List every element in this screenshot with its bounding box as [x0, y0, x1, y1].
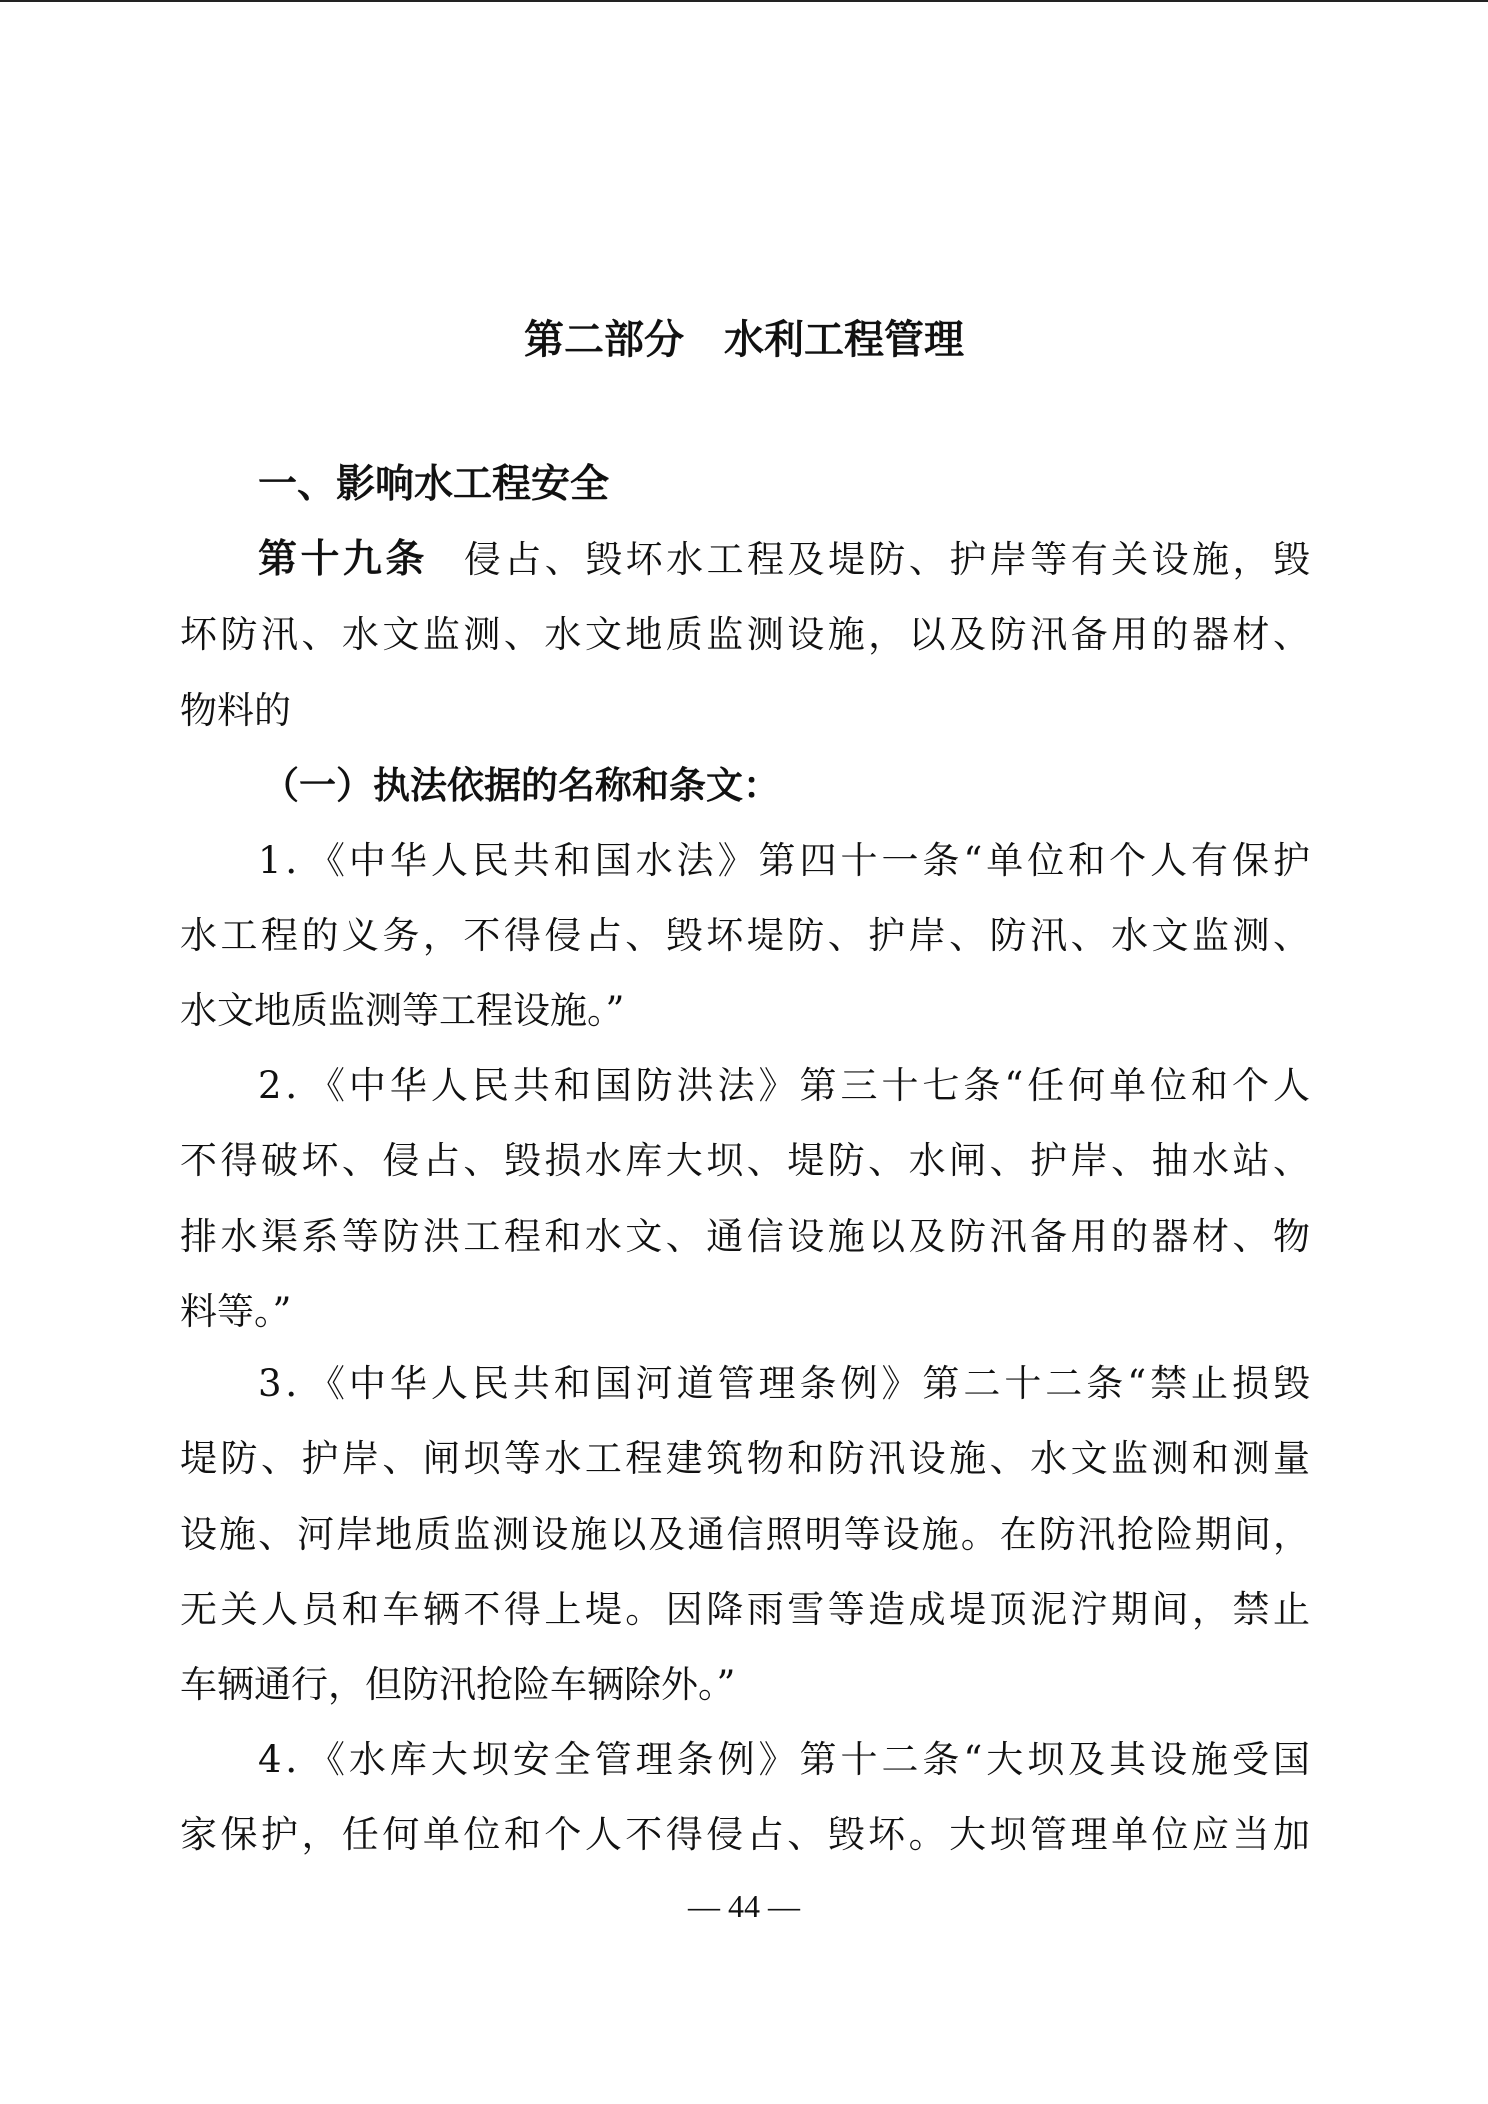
page-number: — 44 —: [688, 1888, 800, 1924]
legal-citation-line: 家保护，任何单位和个人不得侵占、毁坏。大坝管理单位应当加: [180, 1813, 1310, 1856]
part-title: [0, 308, 1488, 365]
article-label: 第十九条: [258, 537, 428, 582]
part-label: 第二部分: [524, 317, 684, 363]
legal-citation-item: 1．《中华人民共和国水法》第四十一条“单位和个人有保护: [258, 839, 1310, 882]
part-name: 水利工程管理: [724, 317, 964, 363]
legal-citation-line: 料等。”: [180, 1290, 292, 1333]
legal-citation-line: 堤防、护岸、闸坝等水工程建筑物和防汛设施、水文监测和测量: [180, 1437, 1310, 1480]
legal-citation-item: 4．《水库大坝安全管理条例》第十二条“大坝及其设施受国: [258, 1738, 1310, 1781]
legal-citation-item: 2．《中华人民共和国防洪法》第三十七条“任何单位和个人: [258, 1064, 1310, 1107]
section-heading: 一、影响水工程安全: [258, 462, 610, 507]
legal-citation-item: 3．《中华人民共和国河道管理条例》第二十二条“禁止损毁: [258, 1362, 1310, 1405]
legal-citation-line: 车辆通行，但防汛抢险车辆除外。”: [180, 1663, 736, 1706]
legal-citation-line: 排水渠系等防洪工程和水文、通信设施以及防汛备用的器材、物: [180, 1215, 1310, 1258]
article-line: 第十九条 侵占、毁坏水工程及堤防、护岸等有关设施，毁: [258, 537, 1310, 582]
legal-citation-line: 水文地质监测等工程设施。”: [180, 989, 625, 1032]
legal-citation-line: 无关人员和车辆不得上堤。因降雨雪等造成堤顶泥泞期间，禁止: [180, 1588, 1310, 1631]
legal-citation-line: 设施、河岸地质监测设施以及通信照明等设施。在防汛抢险期间，: [180, 1513, 1310, 1556]
legal-citation-line: 水工程的义务，不得侵占、毁坏堤防、护岸、防汛、水文监测、: [180, 914, 1310, 957]
article-line: 坏防汛、水文监测、水文地质监测设施，以及防汛备用的器材、: [180, 613, 1310, 656]
article-line: 物料的: [180, 689, 291, 732]
sub-heading: （一）执法依据的名称和条文：: [262, 764, 780, 807]
legal-citation-line: 不得破坏、侵占、毁损水库大坝、堤防、水闸、护岸、抽水站、: [180, 1139, 1310, 1182]
